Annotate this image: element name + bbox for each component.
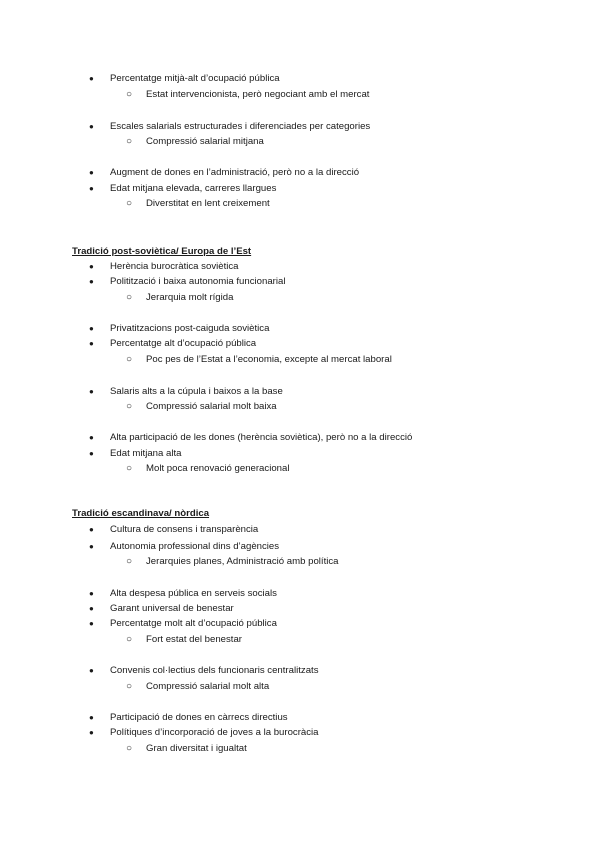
hollow-bullet-icon: ○ <box>126 634 133 645</box>
list-item: Polítiques d’incorporació de joves a la burocràcia <box>110 727 319 738</box>
filled-bullet-icon: ● <box>89 619 94 628</box>
hollow-bullet-icon: ○ <box>126 89 133 100</box>
sub-list-item: Jerarquia molt rígida <box>146 292 234 303</box>
filled-bullet-icon: ● <box>89 542 94 551</box>
filled-bullet-icon: ● <box>89 122 94 131</box>
filled-bullet-icon: ● <box>89 589 94 598</box>
list-item: Convenis col·lectius dels funcionaris centralitzats <box>110 665 319 676</box>
sub-list-item: Compressió salarial molt baixa <box>146 401 277 412</box>
hollow-bullet-icon: ○ <box>126 136 133 147</box>
hollow-bullet-icon: ○ <box>126 463 133 474</box>
sub-list-item: Estat intervencionista, però negociant amb el mercat <box>146 89 370 100</box>
section-heading: Tradició escandinava/ nòrdica <box>72 508 210 519</box>
sub-list-item: Fort estat del benestar <box>146 634 242 645</box>
list-item: Percentatge alt d’ocupació pública <box>110 338 257 349</box>
hollow-bullet-icon: ○ <box>126 681 133 692</box>
filled-bullet-icon: ● <box>89 277 94 286</box>
hollow-bullet-icon: ○ <box>126 198 133 209</box>
filled-bullet-icon: ● <box>89 728 94 737</box>
filled-bullet-icon: ● <box>89 604 94 613</box>
sub-list-item: Poc pes de l’Estat a l’economia, excepte al mercat laboral <box>146 354 392 365</box>
section-heading: Tradició post-soviètica/ Europa de l’Est <box>72 246 252 257</box>
hollow-bullet-icon: ○ <box>126 401 133 412</box>
list-item: Cultura de consens i transparència <box>110 524 259 535</box>
hollow-bullet-icon: ○ <box>126 743 133 754</box>
filled-bullet-icon: ● <box>89 525 94 534</box>
sub-list-item: Diverstitat en lent creixement <box>146 198 270 209</box>
list-item: Participació de dones en càrrecs directius <box>110 712 288 723</box>
filled-bullet-icon: ● <box>89 387 94 396</box>
list-item: Alta participació de les dones (herència soviètica), però no a la direcció <box>110 432 413 443</box>
filled-bullet-icon: ● <box>89 449 94 458</box>
list-item: Privatitzacions post-caiguda soviètica <box>110 323 270 334</box>
hollow-bullet-icon: ○ <box>126 556 133 567</box>
list-item: Garant universal de benestar <box>110 603 234 614</box>
list-item: Augment de dones en l’administració, però no a la direcció <box>110 167 360 178</box>
sub-list-item: Jerarquies planes, Administració amb política <box>146 556 339 567</box>
list-item: Politització i baixa autonomia funcionarial <box>110 276 286 287</box>
filled-bullet-icon: ● <box>89 74 94 83</box>
list-item: Percentatge mitjà-alt d’ocupació pública <box>110 73 280 84</box>
list-item: Herència burocràtica soviètica <box>110 261 239 272</box>
list-item: Edat mitjana elevada, carreres llargues <box>110 183 277 194</box>
hollow-bullet-icon: ○ <box>126 292 133 303</box>
filled-bullet-icon: ● <box>89 433 94 442</box>
sub-list-item: Gran diversitat i igualtat <box>146 743 247 754</box>
list-item: Edat mitjana alta <box>110 448 182 459</box>
list-item: Autonomia professional dins d’agències <box>110 541 280 552</box>
sub-list-item: Compressió salarial molt alta <box>146 681 270 692</box>
filled-bullet-icon: ● <box>89 666 94 675</box>
list-item: Escales salarials estructurades i diferenciades per categories <box>110 121 371 132</box>
filled-bullet-icon: ● <box>89 184 94 193</box>
filled-bullet-icon: ● <box>89 339 94 348</box>
filled-bullet-icon: ● <box>89 168 94 177</box>
filled-bullet-icon: ● <box>89 324 94 333</box>
hollow-bullet-icon: ○ <box>126 354 133 365</box>
filled-bullet-icon: ● <box>89 713 94 722</box>
filled-bullet-icon: ● <box>89 262 94 271</box>
sub-list-item: Compressió salarial mitjana <box>146 136 264 147</box>
list-item: Percentatge molt alt d’ocupació pública <box>110 618 277 629</box>
list-item: Alta despesa pública en serveis socials <box>110 588 277 599</box>
sub-list-item: Molt poca renovació generacional <box>146 463 290 474</box>
list-item: Salaris alts a la cúpula i baixos a la base <box>110 386 283 397</box>
